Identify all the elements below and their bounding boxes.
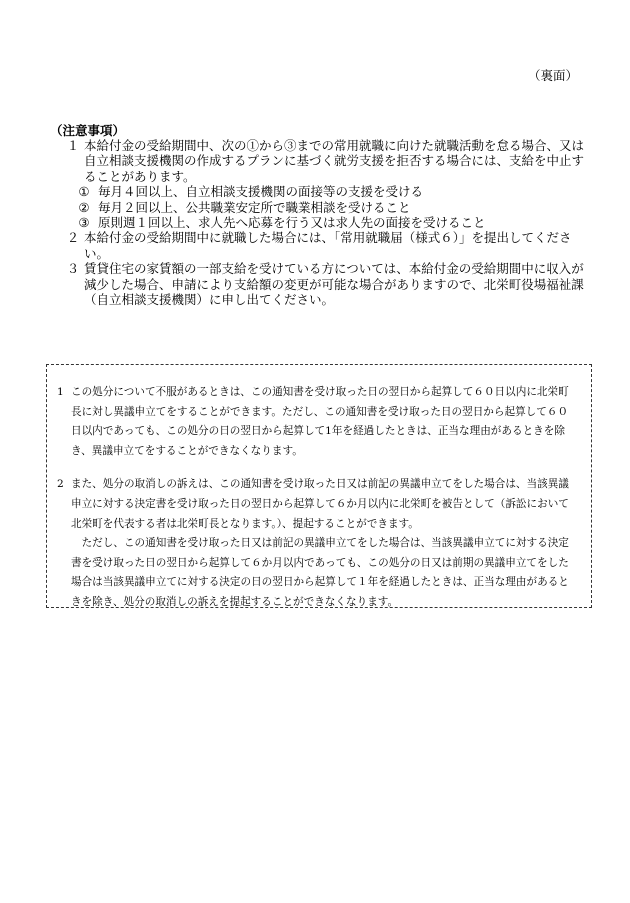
notes-subitem bbox=[62, 215, 592, 230]
notes-item-text: 本給付金の受給期間中、次の①から③までの常用就職に向けた就職活動を怠る場合、又は自立相談支援機関の作成するプランに基づく就労支援を拒否する場合には、支給を中止することがあります。 bbox=[84, 138, 585, 184]
notes-item bbox=[62, 138, 592, 184]
appeal-paragraph-text: この処分について不服があるときは、この通知書を受け取った日の翌日から起算して６０日以内に北栄町長に対し異議申立てをすることができます。ただし、この通知書を受け取った日の翌日から起算して６０日以内であっても、この処分の日の翌日から起算して1年を経過したときは、正当な理由があるときを除き、異議申立てをすることができなくなります。 bbox=[71, 386, 569, 457]
appeal-paragraph-body bbox=[71, 475, 577, 612]
notes-subitem-number: ③ bbox=[78, 215, 90, 231]
notes-list bbox=[62, 138, 592, 307]
notes-item-text: 賃貸住宅の家賃額の一部支給を受けている方については、本給付金の受給期間中に収入が減少した場合、申請により支給額の変更が可能な場合がありますので、北栄町役場福祉課（自立相談支援機関）に申し出てください。 bbox=[84, 261, 584, 308]
appeal-paragraph bbox=[57, 475, 577, 612]
notes-subitem bbox=[62, 200, 592, 215]
page-side-label: （裏面） bbox=[527, 68, 578, 83]
notes-item bbox=[62, 230, 592, 261]
appeal-paragraph bbox=[57, 383, 577, 461]
appeal-notice-box bbox=[46, 364, 592, 608]
notes-subitem-text: 原則週１回以上、求人先へ応募を行う又は求人先の面接を受けること bbox=[98, 215, 486, 231]
appeal-paragraph-text: また、処分の取消しの訴えは、この通知書を受け取った日又は前記の異議申立てをした場合は、当該異議申立に対する決定書を受け取った日の翌日から起算して６か月以内に北栄町を被告として（訴訟において北栄町を代表する者は北栄町長となります。）、提起することができます。 bbox=[71, 478, 569, 530]
appeal-paragraph-number: 1 bbox=[57, 386, 64, 398]
notes-title: （注意事項） bbox=[50, 123, 126, 138]
notes-subitem-number: ② bbox=[78, 199, 90, 215]
notes-subitem bbox=[62, 184, 592, 199]
notes-item-number: ２ bbox=[66, 230, 80, 246]
notes-item bbox=[62, 261, 592, 307]
appeal-paragraph-continuation: ただし、この通知書を受け取った日又は前記の異議申立てをした場合は、当該異議申立てに対する決定書を受け取った日の翌日から起算して６か月以内であっても、この処分の日又は前期の異議申立てをした場合は当該異議申立てに対する決定の日の翌日から起算して１年を経過したときは、正当な理由があるときを除き、処分の取消しの訴えを提起することができなくなります。 bbox=[71, 537, 569, 608]
notes-subitem-number: ① bbox=[78, 184, 90, 200]
appeal-paragraph-number: 2 bbox=[57, 478, 64, 491]
notes-subitem-text: 毎月４回以上、自立相談支援機関の面接等の支援を受ける bbox=[98, 184, 424, 200]
notes-item-number: １ bbox=[66, 138, 80, 153]
notes-item-number: ３ bbox=[66, 261, 80, 277]
notes-subitem-text: 毎月２回以上、公共職業安定所で職業相談を受けること bbox=[98, 199, 411, 215]
notes-item-text: 本給付金の受給期間中に就職した場合には、「常用就職届（様式６）」を提出してください。 bbox=[84, 230, 572, 261]
